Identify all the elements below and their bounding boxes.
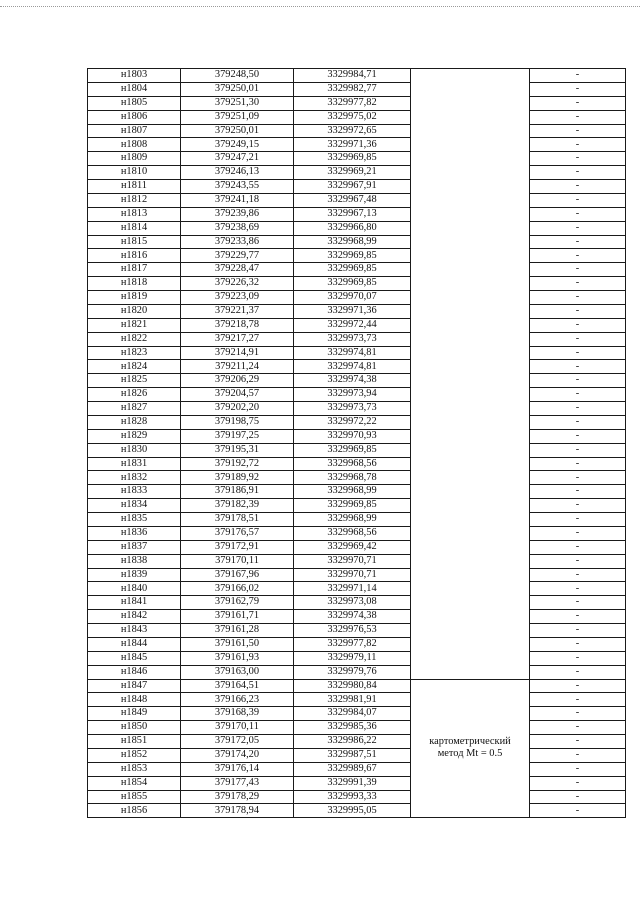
y-coordinate-cell: 3329977,82 (294, 96, 411, 110)
method-text-line: метод Mt = 0.5 (437, 748, 503, 760)
x-coordinate-cell: 379167,96 (181, 568, 294, 582)
value-cell: - (530, 526, 626, 540)
y-coordinate-cell: 3329979,76 (294, 665, 411, 679)
x-coordinate-cell: 379226,32 (181, 277, 294, 291)
y-coordinate-cell: 3329979,11 (294, 651, 411, 665)
table-row (88, 790, 626, 804)
point-cell: н1844 (88, 637, 181, 651)
point-cell: н1832 (88, 471, 181, 485)
point-cell: н1827 (88, 402, 181, 416)
table-row (88, 221, 626, 235)
y-coordinate-cell: 3329980,84 (294, 679, 411, 693)
table-row (88, 721, 626, 735)
value-cell: - (530, 388, 626, 402)
method-text-line: картометрический (429, 735, 511, 747)
x-coordinate-cell: 379239,86 (181, 207, 294, 221)
table-row (88, 318, 626, 332)
y-coordinate-cell: 3329968,78 (294, 471, 411, 485)
point-cell: н1843 (88, 624, 181, 638)
point-cell: н1815 (88, 235, 181, 249)
point-cell: н1818 (88, 277, 181, 291)
y-coordinate-cell: 3329973,73 (294, 332, 411, 346)
x-coordinate-cell: 379217,27 (181, 332, 294, 346)
value-cell: - (530, 374, 626, 388)
point-cell: н1852 (88, 748, 181, 762)
x-coordinate-cell: 379221,37 (181, 304, 294, 318)
x-coordinate-cell: 379176,14 (181, 762, 294, 776)
y-coordinate-cell: 3329968,99 (294, 235, 411, 249)
table-row (88, 554, 626, 568)
y-coordinate-cell: 3329971,36 (294, 304, 411, 318)
y-coordinate-cell: 3329966,80 (294, 221, 411, 235)
value-cell: - (530, 457, 626, 471)
value-cell: - (530, 693, 626, 707)
table-row (88, 304, 626, 318)
y-coordinate-cell: 3329995,05 (294, 804, 411, 818)
table-row (88, 637, 626, 651)
value-cell: - (530, 651, 626, 665)
point-cell: н1854 (88, 776, 181, 790)
value-cell: - (530, 304, 626, 318)
x-coordinate-cell: 379178,51 (181, 513, 294, 527)
y-coordinate-cell: 3329991,39 (294, 776, 411, 790)
x-coordinate-cell: 379178,29 (181, 790, 294, 804)
value-cell: - (530, 610, 626, 624)
value-cell: - (530, 582, 626, 596)
table-row (88, 277, 626, 291)
x-coordinate-cell: 379202,20 (181, 402, 294, 416)
y-coordinate-cell: 3329970,93 (294, 429, 411, 443)
table-row (88, 693, 626, 707)
value-cell: - (530, 332, 626, 346)
value-cell: - (530, 166, 626, 180)
y-coordinate-cell: 3329968,99 (294, 485, 411, 499)
value-cell: - (530, 443, 626, 457)
table-row (88, 457, 626, 471)
x-coordinate-cell: 379206,29 (181, 374, 294, 388)
value-cell: - (530, 707, 626, 721)
table-row (88, 402, 626, 416)
x-coordinate-cell: 379228,47 (181, 263, 294, 277)
x-coordinate-cell: 379182,39 (181, 499, 294, 513)
value-cell: - (530, 124, 626, 138)
y-coordinate-cell: 3329977,82 (294, 637, 411, 651)
point-cell: н1849 (88, 707, 181, 721)
x-coordinate-cell: 379214,91 (181, 346, 294, 360)
value-cell: - (530, 762, 626, 776)
x-coordinate-cell: 379178,94 (181, 804, 294, 818)
point-cell: н1834 (88, 499, 181, 513)
table-row (88, 263, 626, 277)
point-cell: н1830 (88, 443, 181, 457)
point-cell: н1853 (88, 762, 181, 776)
table-row (88, 485, 626, 499)
x-coordinate-cell: 379197,25 (181, 429, 294, 443)
table-row (88, 110, 626, 124)
coordinates-table-body (88, 69, 626, 818)
y-coordinate-cell: 3329969,85 (294, 249, 411, 263)
x-coordinate-cell: 379166,23 (181, 693, 294, 707)
value-cell: - (530, 221, 626, 235)
point-cell: н1812 (88, 193, 181, 207)
table-row (88, 735, 626, 749)
y-coordinate-cell: 3329973,94 (294, 388, 411, 402)
x-coordinate-cell: 379170,11 (181, 721, 294, 735)
value-cell: - (530, 96, 626, 110)
y-coordinate-cell: 3329974,81 (294, 346, 411, 360)
point-cell: н1814 (88, 221, 181, 235)
page-top-rule (0, 6, 640, 7)
x-coordinate-cell: 379249,15 (181, 138, 294, 152)
table-row (88, 82, 626, 96)
y-coordinate-cell: 3329993,33 (294, 790, 411, 804)
x-coordinate-cell: 379162,79 (181, 596, 294, 610)
value-cell: - (530, 513, 626, 527)
value-cell: - (530, 540, 626, 554)
value-cell: - (530, 277, 626, 291)
x-coordinate-cell: 379170,11 (181, 554, 294, 568)
y-coordinate-cell: 3329973,08 (294, 596, 411, 610)
point-cell: н1811 (88, 180, 181, 194)
x-coordinate-cell: 379248,50 (181, 69, 294, 83)
x-coordinate-cell: 379204,57 (181, 388, 294, 402)
table-row (88, 249, 626, 263)
value-cell: - (530, 110, 626, 124)
table-row (88, 180, 626, 194)
value-cell: - (530, 596, 626, 610)
table-row (88, 96, 626, 110)
table-row (88, 471, 626, 485)
x-coordinate-cell: 379161,50 (181, 637, 294, 651)
value-cell: - (530, 318, 626, 332)
y-coordinate-cell: 3329972,44 (294, 318, 411, 332)
y-coordinate-cell: 3329968,56 (294, 457, 411, 471)
point-cell: н1817 (88, 263, 181, 277)
y-coordinate-cell: 3329975,02 (294, 110, 411, 124)
table-row (88, 540, 626, 554)
point-cell: н1826 (88, 388, 181, 402)
table-row (88, 429, 626, 443)
table-row (88, 762, 626, 776)
x-coordinate-cell: 379172,05 (181, 735, 294, 749)
table-row (88, 526, 626, 540)
point-cell: н1806 (88, 110, 181, 124)
x-coordinate-cell: 379250,01 (181, 124, 294, 138)
y-coordinate-cell: 3329982,77 (294, 82, 411, 96)
y-coordinate-cell: 3329984,71 (294, 69, 411, 83)
y-coordinate-cell: 3329967,48 (294, 193, 411, 207)
value-cell: - (530, 263, 626, 277)
table-row (88, 568, 626, 582)
x-coordinate-cell: 379251,30 (181, 96, 294, 110)
value-cell: - (530, 471, 626, 485)
point-cell: н1851 (88, 735, 181, 749)
value-cell: - (530, 679, 626, 693)
value-cell: - (530, 249, 626, 263)
value-cell: - (530, 207, 626, 221)
value-cell: - (530, 776, 626, 790)
x-coordinate-cell: 379174,20 (181, 748, 294, 762)
y-coordinate-cell: 3329969,85 (294, 499, 411, 513)
x-coordinate-cell: 379176,57 (181, 526, 294, 540)
x-coordinate-cell: 379161,93 (181, 651, 294, 665)
x-coordinate-cell: 379223,09 (181, 291, 294, 305)
point-cell: н1810 (88, 166, 181, 180)
y-coordinate-cell: 3329972,22 (294, 415, 411, 429)
table-row (88, 291, 626, 305)
x-coordinate-cell: 379198,75 (181, 415, 294, 429)
value-cell: - (530, 69, 626, 83)
value-cell: - (530, 82, 626, 96)
point-cell: н1846 (88, 665, 181, 679)
y-coordinate-cell: 3329969,85 (294, 152, 411, 166)
x-coordinate-cell: 379211,24 (181, 360, 294, 374)
point-cell: н1841 (88, 596, 181, 610)
point-cell: н1836 (88, 526, 181, 540)
x-coordinate-cell: 379172,91 (181, 540, 294, 554)
table-row (88, 152, 626, 166)
table-row (88, 346, 626, 360)
x-coordinate-cell: 379177,43 (181, 776, 294, 790)
point-cell: н1819 (88, 291, 181, 305)
y-coordinate-cell: 3329984,07 (294, 707, 411, 721)
value-cell: - (530, 665, 626, 679)
y-coordinate-cell: 3329987,51 (294, 748, 411, 762)
table-row (88, 610, 626, 624)
method-cell (411, 679, 530, 818)
y-coordinate-cell: 3329968,99 (294, 513, 411, 527)
table-row (88, 443, 626, 457)
point-cell: н1809 (88, 152, 181, 166)
value-cell: - (530, 637, 626, 651)
point-cell: н1821 (88, 318, 181, 332)
table-row (88, 374, 626, 388)
x-coordinate-cell: 379168,39 (181, 707, 294, 721)
y-coordinate-cell: 3329971,36 (294, 138, 411, 152)
value-cell: - (530, 180, 626, 194)
point-cell: н1813 (88, 207, 181, 221)
x-coordinate-cell: 379161,71 (181, 610, 294, 624)
value-cell: - (530, 291, 626, 305)
point-cell: н1816 (88, 249, 181, 263)
x-coordinate-cell: 379218,78 (181, 318, 294, 332)
point-cell: н1805 (88, 96, 181, 110)
y-coordinate-cell: 3329974,38 (294, 610, 411, 624)
point-cell: н1856 (88, 804, 181, 818)
table-row (88, 651, 626, 665)
point-cell: н1807 (88, 124, 181, 138)
value-cell: - (530, 346, 626, 360)
table-row (88, 388, 626, 402)
point-cell: н1831 (88, 457, 181, 471)
point-cell: н1824 (88, 360, 181, 374)
table-row (88, 499, 626, 513)
y-coordinate-cell: 3329970,07 (294, 291, 411, 305)
point-cell: н1828 (88, 415, 181, 429)
table-row (88, 360, 626, 374)
point-cell: н1822 (88, 332, 181, 346)
point-cell: н1835 (88, 513, 181, 527)
value-cell: - (530, 485, 626, 499)
x-coordinate-cell: 379251,09 (181, 110, 294, 124)
table-row (88, 138, 626, 152)
x-coordinate-cell: 379164,51 (181, 679, 294, 693)
y-coordinate-cell: 3329969,21 (294, 166, 411, 180)
y-coordinate-cell: 3329971,14 (294, 582, 411, 596)
table-row (88, 665, 626, 679)
y-coordinate-cell: 3329974,81 (294, 360, 411, 374)
table-row (88, 235, 626, 249)
y-coordinate-cell: 3329967,91 (294, 180, 411, 194)
table-row (88, 513, 626, 527)
value-cell: - (530, 138, 626, 152)
y-coordinate-cell: 3329970,71 (294, 568, 411, 582)
x-coordinate-cell: 379250,01 (181, 82, 294, 96)
table-row (88, 776, 626, 790)
table-row (88, 166, 626, 180)
y-coordinate-cell: 3329974,38 (294, 374, 411, 388)
value-cell: - (530, 360, 626, 374)
y-coordinate-cell: 3329969,85 (294, 263, 411, 277)
method-cell (411, 69, 530, 680)
y-coordinate-cell: 3329969,85 (294, 443, 411, 457)
point-cell: н1833 (88, 485, 181, 499)
x-coordinate-cell: 379192,72 (181, 457, 294, 471)
point-cell: н1850 (88, 721, 181, 735)
value-cell: - (530, 735, 626, 749)
value-cell: - (530, 415, 626, 429)
x-coordinate-cell: 379161,28 (181, 624, 294, 638)
value-cell: - (530, 429, 626, 443)
y-coordinate-cell: 3329976,53 (294, 624, 411, 638)
point-cell: н1855 (88, 790, 181, 804)
point-cell: н1839 (88, 568, 181, 582)
point-cell: н1837 (88, 540, 181, 554)
value-cell: - (530, 804, 626, 818)
table-row (88, 596, 626, 610)
point-cell: н1820 (88, 304, 181, 318)
x-coordinate-cell: 379229,77 (181, 249, 294, 263)
point-cell: н1808 (88, 138, 181, 152)
point-cell: н1842 (88, 610, 181, 624)
x-coordinate-cell: 379243,55 (181, 180, 294, 194)
y-coordinate-cell: 3329967,13 (294, 207, 411, 221)
value-cell: - (530, 402, 626, 416)
table-row (88, 207, 626, 221)
point-cell: н1803 (88, 69, 181, 83)
y-coordinate-cell: 3329989,67 (294, 762, 411, 776)
table-row (88, 332, 626, 346)
value-cell: - (530, 568, 626, 582)
x-coordinate-cell: 379189,92 (181, 471, 294, 485)
point-cell: н1848 (88, 693, 181, 707)
y-coordinate-cell: 3329970,71 (294, 554, 411, 568)
coordinates-table (87, 68, 626, 818)
table-row (88, 804, 626, 818)
x-coordinate-cell: 379195,31 (181, 443, 294, 457)
value-cell: - (530, 235, 626, 249)
point-cell: н1823 (88, 346, 181, 360)
value-cell: - (530, 721, 626, 735)
table-row (88, 582, 626, 596)
table-row (88, 707, 626, 721)
point-cell: н1847 (88, 679, 181, 693)
table-row (88, 624, 626, 638)
value-cell: - (530, 790, 626, 804)
value-cell: - (530, 748, 626, 762)
x-coordinate-cell: 379233,86 (181, 235, 294, 249)
y-coordinate-cell: 3329969,85 (294, 277, 411, 291)
x-coordinate-cell: 379186,91 (181, 485, 294, 499)
x-coordinate-cell: 379166,02 (181, 582, 294, 596)
x-coordinate-cell: 379238,69 (181, 221, 294, 235)
value-cell: - (530, 152, 626, 166)
table-row (88, 415, 626, 429)
table-row (88, 124, 626, 138)
value-cell: - (530, 554, 626, 568)
value-cell: - (530, 624, 626, 638)
table-row (88, 748, 626, 762)
point-cell: н1840 (88, 582, 181, 596)
y-coordinate-cell: 3329968,56 (294, 526, 411, 540)
point-cell: н1825 (88, 374, 181, 388)
y-coordinate-cell: 3329973,73 (294, 402, 411, 416)
x-coordinate-cell: 379163,00 (181, 665, 294, 679)
point-cell: н1804 (88, 82, 181, 96)
value-cell: - (530, 193, 626, 207)
table-row (88, 69, 626, 83)
y-coordinate-cell: 3329985,36 (294, 721, 411, 735)
x-coordinate-cell: 379246,13 (181, 166, 294, 180)
y-coordinate-cell: 3329969,42 (294, 540, 411, 554)
point-cell: н1838 (88, 554, 181, 568)
y-coordinate-cell: 3329972,65 (294, 124, 411, 138)
x-coordinate-cell: 379241,18 (181, 193, 294, 207)
table-row (88, 679, 626, 693)
x-coordinate-cell: 379247,21 (181, 152, 294, 166)
value-cell: - (530, 499, 626, 513)
y-coordinate-cell: 3329981,91 (294, 693, 411, 707)
point-cell: н1845 (88, 651, 181, 665)
y-coordinate-cell: 3329986,22 (294, 735, 411, 749)
point-cell: н1829 (88, 429, 181, 443)
table-row (88, 193, 626, 207)
